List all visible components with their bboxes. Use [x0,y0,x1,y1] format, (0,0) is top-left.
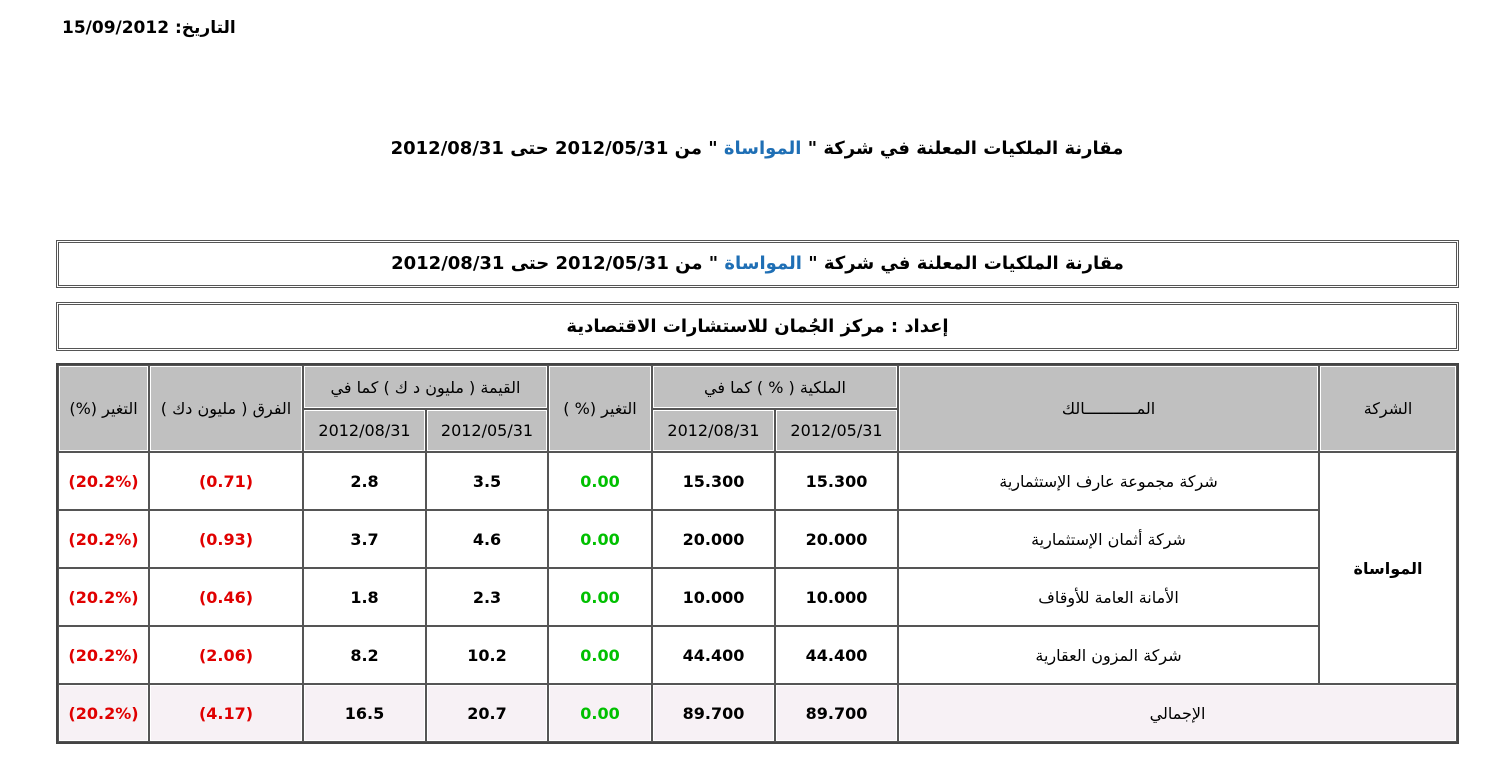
date-label: التاريخ: [174,18,236,38]
cell-own-date2: 10.000 [652,568,775,626]
header-change-pct2: التغير (%) [58,365,149,452]
company-name: المواساة [1319,452,1457,684]
cell-change-pct: 0.00 [548,452,652,510]
header-own-date1: 2012/05/31 [775,409,898,452]
cell-change-pct: 0.00 [548,626,652,684]
header-company: الشركة [1319,365,1457,452]
cell-own-date2: 44.400 [652,626,775,684]
cell-owner: شركة المزون العقارية [898,626,1319,684]
cell-change-pct: 0.00 [548,510,652,568]
prepared-by-box [56,302,1459,351]
table-title-box: مقارنة الملكيات المعلنة في شركة " المواساة " من 2012/05/31 حتى 2012/08/31 [56,240,1459,288]
cell-difference: (0.71) [149,452,303,510]
table-row [58,626,1457,684]
cell-own-date2: 20.000 [652,510,775,568]
total-row [58,684,1457,742]
total-label: الإجمالي [898,684,1457,742]
page-title: مقارنة الملكيات المعلنة في شركة " المواساة " من 2012/05/31 حتى 2012/08/31 [390,138,1124,159]
cell-value-date2: 1.8 [303,568,426,626]
cell-owner: الأمانة العامة للأوقاف [898,568,1319,626]
cell-change-pct2: (20.2%) [58,568,149,626]
cell-owner: شركة مجموعة عارف الإستثمارية [898,452,1319,510]
header-owner: المـــــــــــالك [898,365,1319,452]
header-ownership-group: الملكية ( % ) كما في [652,365,898,409]
date-value: 15/09/2012 [62,18,170,38]
cell-own-date1: 10.000 [775,568,898,626]
header-row [58,365,1457,409]
total-change-pct: 0.00 [548,684,652,742]
cell-own-date1: 44.400 [775,626,898,684]
cell-difference: (0.46) [149,568,303,626]
prepared-by: إعداد : مركز الجُمان للاستشارات الاقتصادية [566,316,949,337]
table-row [58,510,1457,568]
title-company: المواساة [723,138,802,159]
cell-change-pct2: (20.2%) [58,626,149,684]
header-value-group: القيمة ( مليون د ك ) كما في [303,365,548,409]
cell-owner: شركة أثمان الإستثمارية [898,510,1319,568]
cell-own-date1: 15.300 [775,452,898,510]
header-own-date2: 2012/08/31 [652,409,775,452]
cell-value-date2: 3.7 [303,510,426,568]
ownership-table [56,363,1459,744]
cell-change-pct2: (20.2%) [58,510,149,568]
total-own-date1: 89.700 [775,684,898,742]
table-title-company: المواساة [724,253,802,274]
cell-value-date1: 3.5 [426,452,548,510]
total-own-date2: 89.700 [652,684,775,742]
cell-value-date2: 8.2 [303,626,426,684]
table-row [58,452,1457,510]
cell-value-date1: 2.3 [426,568,548,626]
table-row [58,568,1457,626]
cell-value-date1: 4.6 [426,510,548,568]
cell-difference: (0.93) [149,510,303,568]
total-change-pct2: (20.2%) [58,684,149,742]
cell-change-pct: 0.00 [548,568,652,626]
header-change-pct: التغير (% ) [548,365,652,452]
total-difference: (4.17) [149,684,303,742]
cell-value-date1: 10.2 [426,626,548,684]
report-date [62,18,236,38]
cell-own-date1: 20.000 [775,510,898,568]
header-difference: الفرق ( مليون دك ) [149,365,303,452]
cell-difference: (2.06) [149,626,303,684]
total-value-date2: 16.5 [303,684,426,742]
header-value-date2: 2012/08/31 [303,409,426,452]
total-value-date1: 20.7 [426,684,548,742]
header-value-date1: 2012/05/31 [426,409,548,452]
cell-value-date2: 2.8 [303,452,426,510]
cell-own-date2: 15.300 [652,452,775,510]
cell-change-pct2: (20.2%) [58,452,149,510]
